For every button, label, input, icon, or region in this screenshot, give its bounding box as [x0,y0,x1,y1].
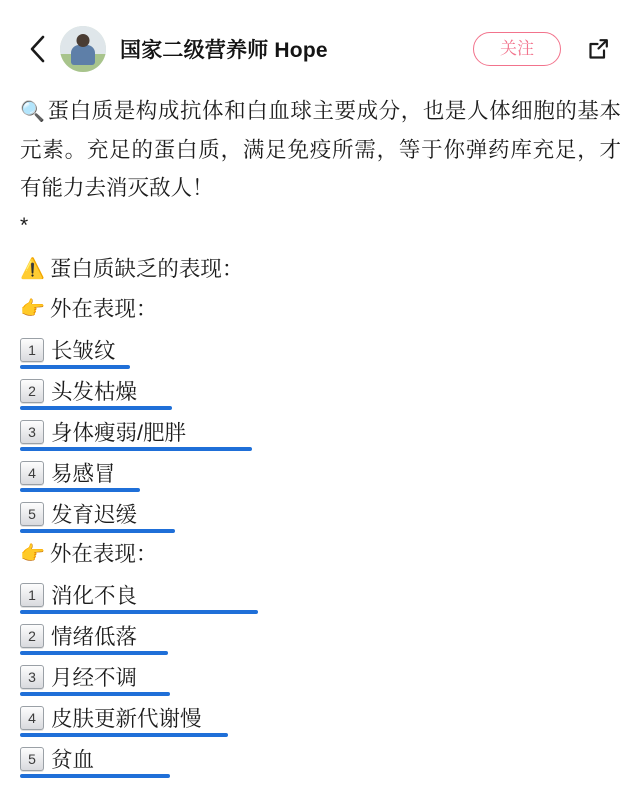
highlight-underline [20,610,258,614]
item-text: 贫血 [51,748,95,772]
back-button[interactable] [20,29,54,69]
item-number: 5 [20,747,44,771]
highlight-underline [20,692,170,696]
warning-icon: ⚠️ [20,258,45,280]
list-item [20,370,621,411]
item-text: 长皱纹 [51,339,116,363]
section-heading-internal [20,534,621,574]
highlight-underline [20,406,172,410]
list-item [20,574,621,615]
item-number: 2 [20,624,44,648]
avatar[interactable] [60,26,106,72]
list-internal [20,574,621,779]
item-text: 消化不良 [51,584,138,608]
item-text: 情绪低落 [51,625,138,649]
item-text: 头发枯燥 [51,380,138,404]
highlight-underline [20,529,175,533]
intro-paragraph [20,92,621,207]
article-content [0,92,639,779]
list-item [20,697,621,738]
avatar-head [77,34,90,47]
section-heading-external [20,289,621,329]
item-text: 身体瘦弱/肥胖 [51,421,186,445]
item-number: 3 [20,420,44,444]
section-title: 外在表现： [49,542,158,566]
section-title: 蛋白质缺乏的表现： [49,257,244,281]
list-item [20,452,621,493]
list-item [20,615,621,656]
section-heading-warning [20,249,621,289]
item-number: 4 [20,461,44,485]
highlight-underline [20,488,140,492]
highlight-underline [20,365,130,369]
item-text: 月经不调 [51,666,138,690]
item-text: 发育迟缓 [51,503,138,527]
item-number: 5 [20,502,44,526]
section-title: 外在表现： [49,297,158,321]
highlight-underline [20,447,252,451]
item-number: 3 [20,665,44,689]
pointing-hand-icon: 👉 [20,543,45,565]
list-item [20,738,621,779]
highlight-underline [20,733,228,737]
item-text: 皮肤更新代谢慢 [51,707,202,731]
highlight-underline [20,774,170,778]
share-external-icon [585,36,611,62]
follow-button[interactable]: 关注 [473,32,561,67]
highlight-underline [20,651,168,655]
avatar-body [71,45,95,65]
share-button[interactable] [581,32,615,66]
item-number: 2 [20,379,44,403]
intro-text: 蛋白质是构成抗体和白血球主要成分，也是人体细胞的基本元素。充足的蛋白质，满足免疫所需，等于你弹药库充足，才有能力去消灭敌人！ [20,99,621,200]
separator-text: * [20,214,29,237]
item-text: 易感冒 [51,462,116,486]
item-number: 1 [20,583,44,607]
item-number: 4 [20,706,44,730]
item-number: 1 [20,338,44,362]
pointing-hand-icon: 👉 [20,298,45,320]
list-item [20,493,621,534]
list-external [20,329,621,534]
chevron-left-icon [28,34,46,64]
magnifier-icon: 🔍 [20,101,46,123]
list-item [20,656,621,697]
author-name: 国家二级营养师 Hope [120,39,328,62]
article-header [0,0,639,92]
list-item [20,411,621,452]
list-item [20,329,621,370]
